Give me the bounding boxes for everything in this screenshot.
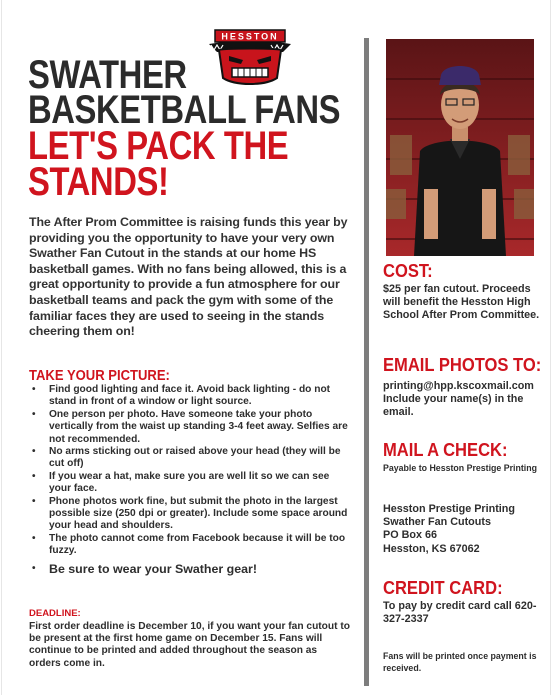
logo-text: HESSTON — [221, 31, 279, 42]
take-picture-title: TAKE YOUR PICTURE: — [29, 368, 170, 384]
deadline-title: DEADLINE: — [29, 608, 81, 619]
flyer-page — [2, 0, 550, 695]
list-item: • One person per photo. Have someone take your photo vertically from the waist up standing 3-4 feet away. Selfies are not recommended. — [29, 409, 351, 446]
column-divider — [364, 38, 369, 686]
mail-check-title: MAIL A CHECK: — [383, 440, 508, 460]
list-item: • Phone photos work fine, but submit the photo in the largest possible size (250 dpi or greater). Include some space around your head and shoulders. — [29, 496, 351, 533]
cost-text: $25 per fan cutout. Proceeds will benefit the Hesston High School After Prom Committee. — [383, 283, 540, 322]
address-line: Hesston Prestige Printing — [383, 503, 515, 515]
address-line: PO Box 66 — [383, 529, 438, 542]
deadline-text: First order deadline is December 10, if you want your fan cutout to be present at the first home game on December 15. Fans will continue to be printed and added throughout the season as orders come in. — [29, 621, 350, 669]
cost-title: COST: — [383, 261, 433, 281]
headline-line-1: SWATHER — [28, 53, 187, 97]
list-item: • No arms sticking out or raised above your head (they will be cut off) — [29, 446, 351, 471]
mailing-address — [383, 503, 543, 556]
picture-instructions-list — [29, 384, 351, 577]
list-item: • Be sure to wear your Swather gear! — [29, 561, 351, 577]
printing-note: Fans will be printed once payment is received. — [383, 651, 537, 673]
list-item: • Find good lighting and face it. Avoid back lighting - do not stand in front of a window or light source. — [29, 384, 351, 409]
list-item: • The photo cannot come from Facebook because it will be too fuzzy. — [29, 533, 351, 558]
payable-to-text: Payable to Hesston Prestige Printing — [383, 463, 537, 473]
address-line: Swather Fan Cutouts — [383, 516, 491, 529]
fan-cutout-photo — [386, 39, 534, 256]
credit-card-text: To pay by credit card call 620-327-2337 — [383, 600, 537, 626]
headline-line-3: LET'S PACK THE — [28, 124, 289, 168]
headline-line-2: BASKETBALL FANS — [28, 88, 341, 132]
credit-card-title: CREDIT CARD: — [383, 578, 503, 598]
list-item: • If you wear a hat, make sure you are well lit so we can see your face. — [29, 471, 351, 496]
intro-paragraph: The After Prom Committee is raising funds this year by providing you the opportunity to have your very own Swather Fan Cutout in the stands at our home HS basketball games. With no fans being allowed, this is a great opportunity to provide a fun atmosphere for our basketball teams and pack the gym with some of the familiar faces they are used to seeing in the stands cheering them on! — [29, 215, 348, 339]
email-photos-title: EMAIL PHOTOS TO: — [383, 355, 542, 375]
email-text: printing@hpp.kscoxmail.com Include your name(s) in the email. — [383, 380, 534, 419]
address-line: Hesston, KS 67062 — [383, 542, 480, 555]
headline-line-4: STANDS! — [28, 160, 169, 204]
swather-mascot-logo — [205, 28, 295, 86]
